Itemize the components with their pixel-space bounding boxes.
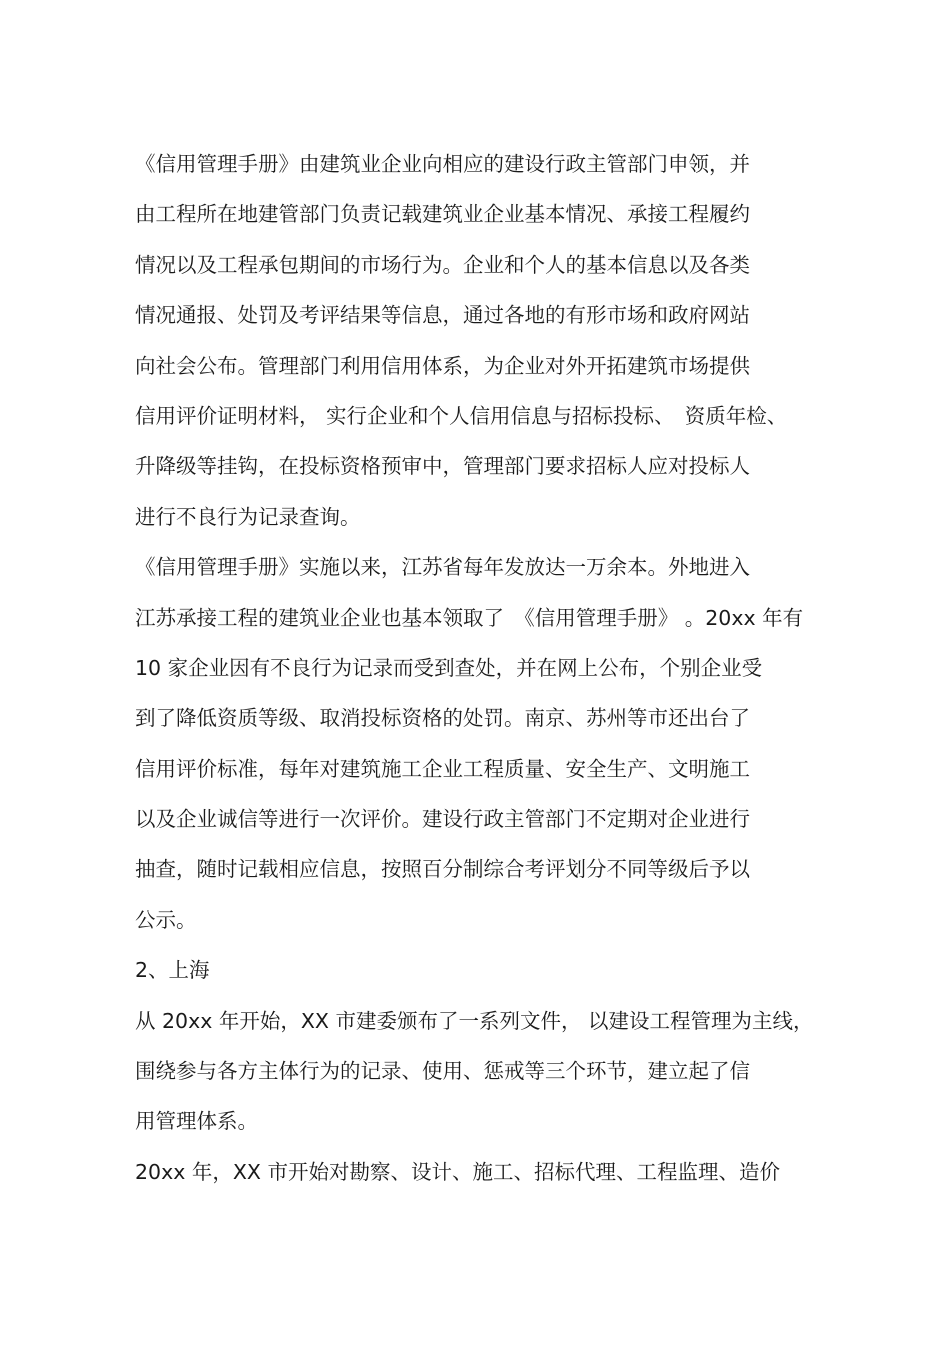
body-text <box>135 146 835 1204</box>
text-line: 从 20xx 年开始，XX 市建委颁布了一系列文件， 以建设工程管理为主线， <box>135 1008 814 1033</box>
text-line: 用管理体系。 <box>135 1109 258 1134</box>
text-line: 《信用管理手册》由建筑业企业向相应的建设行政主管部门申领，并 <box>135 152 750 176</box>
text-line: 情况以及工程承包期间的市场行为。企业和个人的基本信息以及各类 <box>135 252 750 277</box>
text-line: 以及企业诚信等进行一次评价。建设行政主管部门不定期对企业进行 <box>135 807 750 832</box>
text-line: 信用评价证明材料， 实行企业和个人信用信息与招标投标、 资质年检、 <box>135 403 788 428</box>
text-line: 到了降低资质等级、取消投标资格的处罚。南京、苏州等市还出台了 <box>135 706 750 731</box>
text-line: 20xx 年，XX 市开始对勘察、设计、施工、招标代理、工程监理、造价 <box>135 1159 780 1184</box>
text-line: 由工程所在地建管部门负责记载建筑业企业基本情况、承接工程履约 <box>135 202 750 227</box>
section-heading: 2、上海 <box>135 958 210 983</box>
text-line: 江苏承接工程的建筑业企业也基本领取了 《信用管理手册》 。20xx 年有 <box>135 605 804 630</box>
text-line: 情况通报、处罚及考评结果等信息，通过各地的有形市场和政府网站 <box>135 303 750 328</box>
text-line: 10 家企业因有不良行为记录而受到查处，并在网上公布，个别企业受 <box>135 655 763 680</box>
text-line: 进行不良行为记录查询。 <box>135 504 361 529</box>
text-line: 围绕参与各方主体行为的记录、使用、惩戒等三个环节，建立起了信 <box>135 1059 750 1084</box>
text-line: 公示。 <box>135 907 197 932</box>
text-line: 向社会公布。管理部门利用信用体系，为企业对外开拓建筑市场提供 <box>135 353 750 378</box>
text-line: 抽查，随时记载相应信息，按照百分制综合考评划分不同等级后予以 <box>135 857 750 882</box>
text-line: 《信用管理手册》实施以来，江苏省每年发放达一万余本。外地进入 <box>135 555 750 580</box>
text-line: 升降级等挂钩，在投标资格预审中，管理部门要求招标人应对投标人 <box>135 454 750 479</box>
text-line: 信用评价标准，每年对建筑施工企业工程质量、安全生产、文明施工 <box>135 756 750 781</box>
